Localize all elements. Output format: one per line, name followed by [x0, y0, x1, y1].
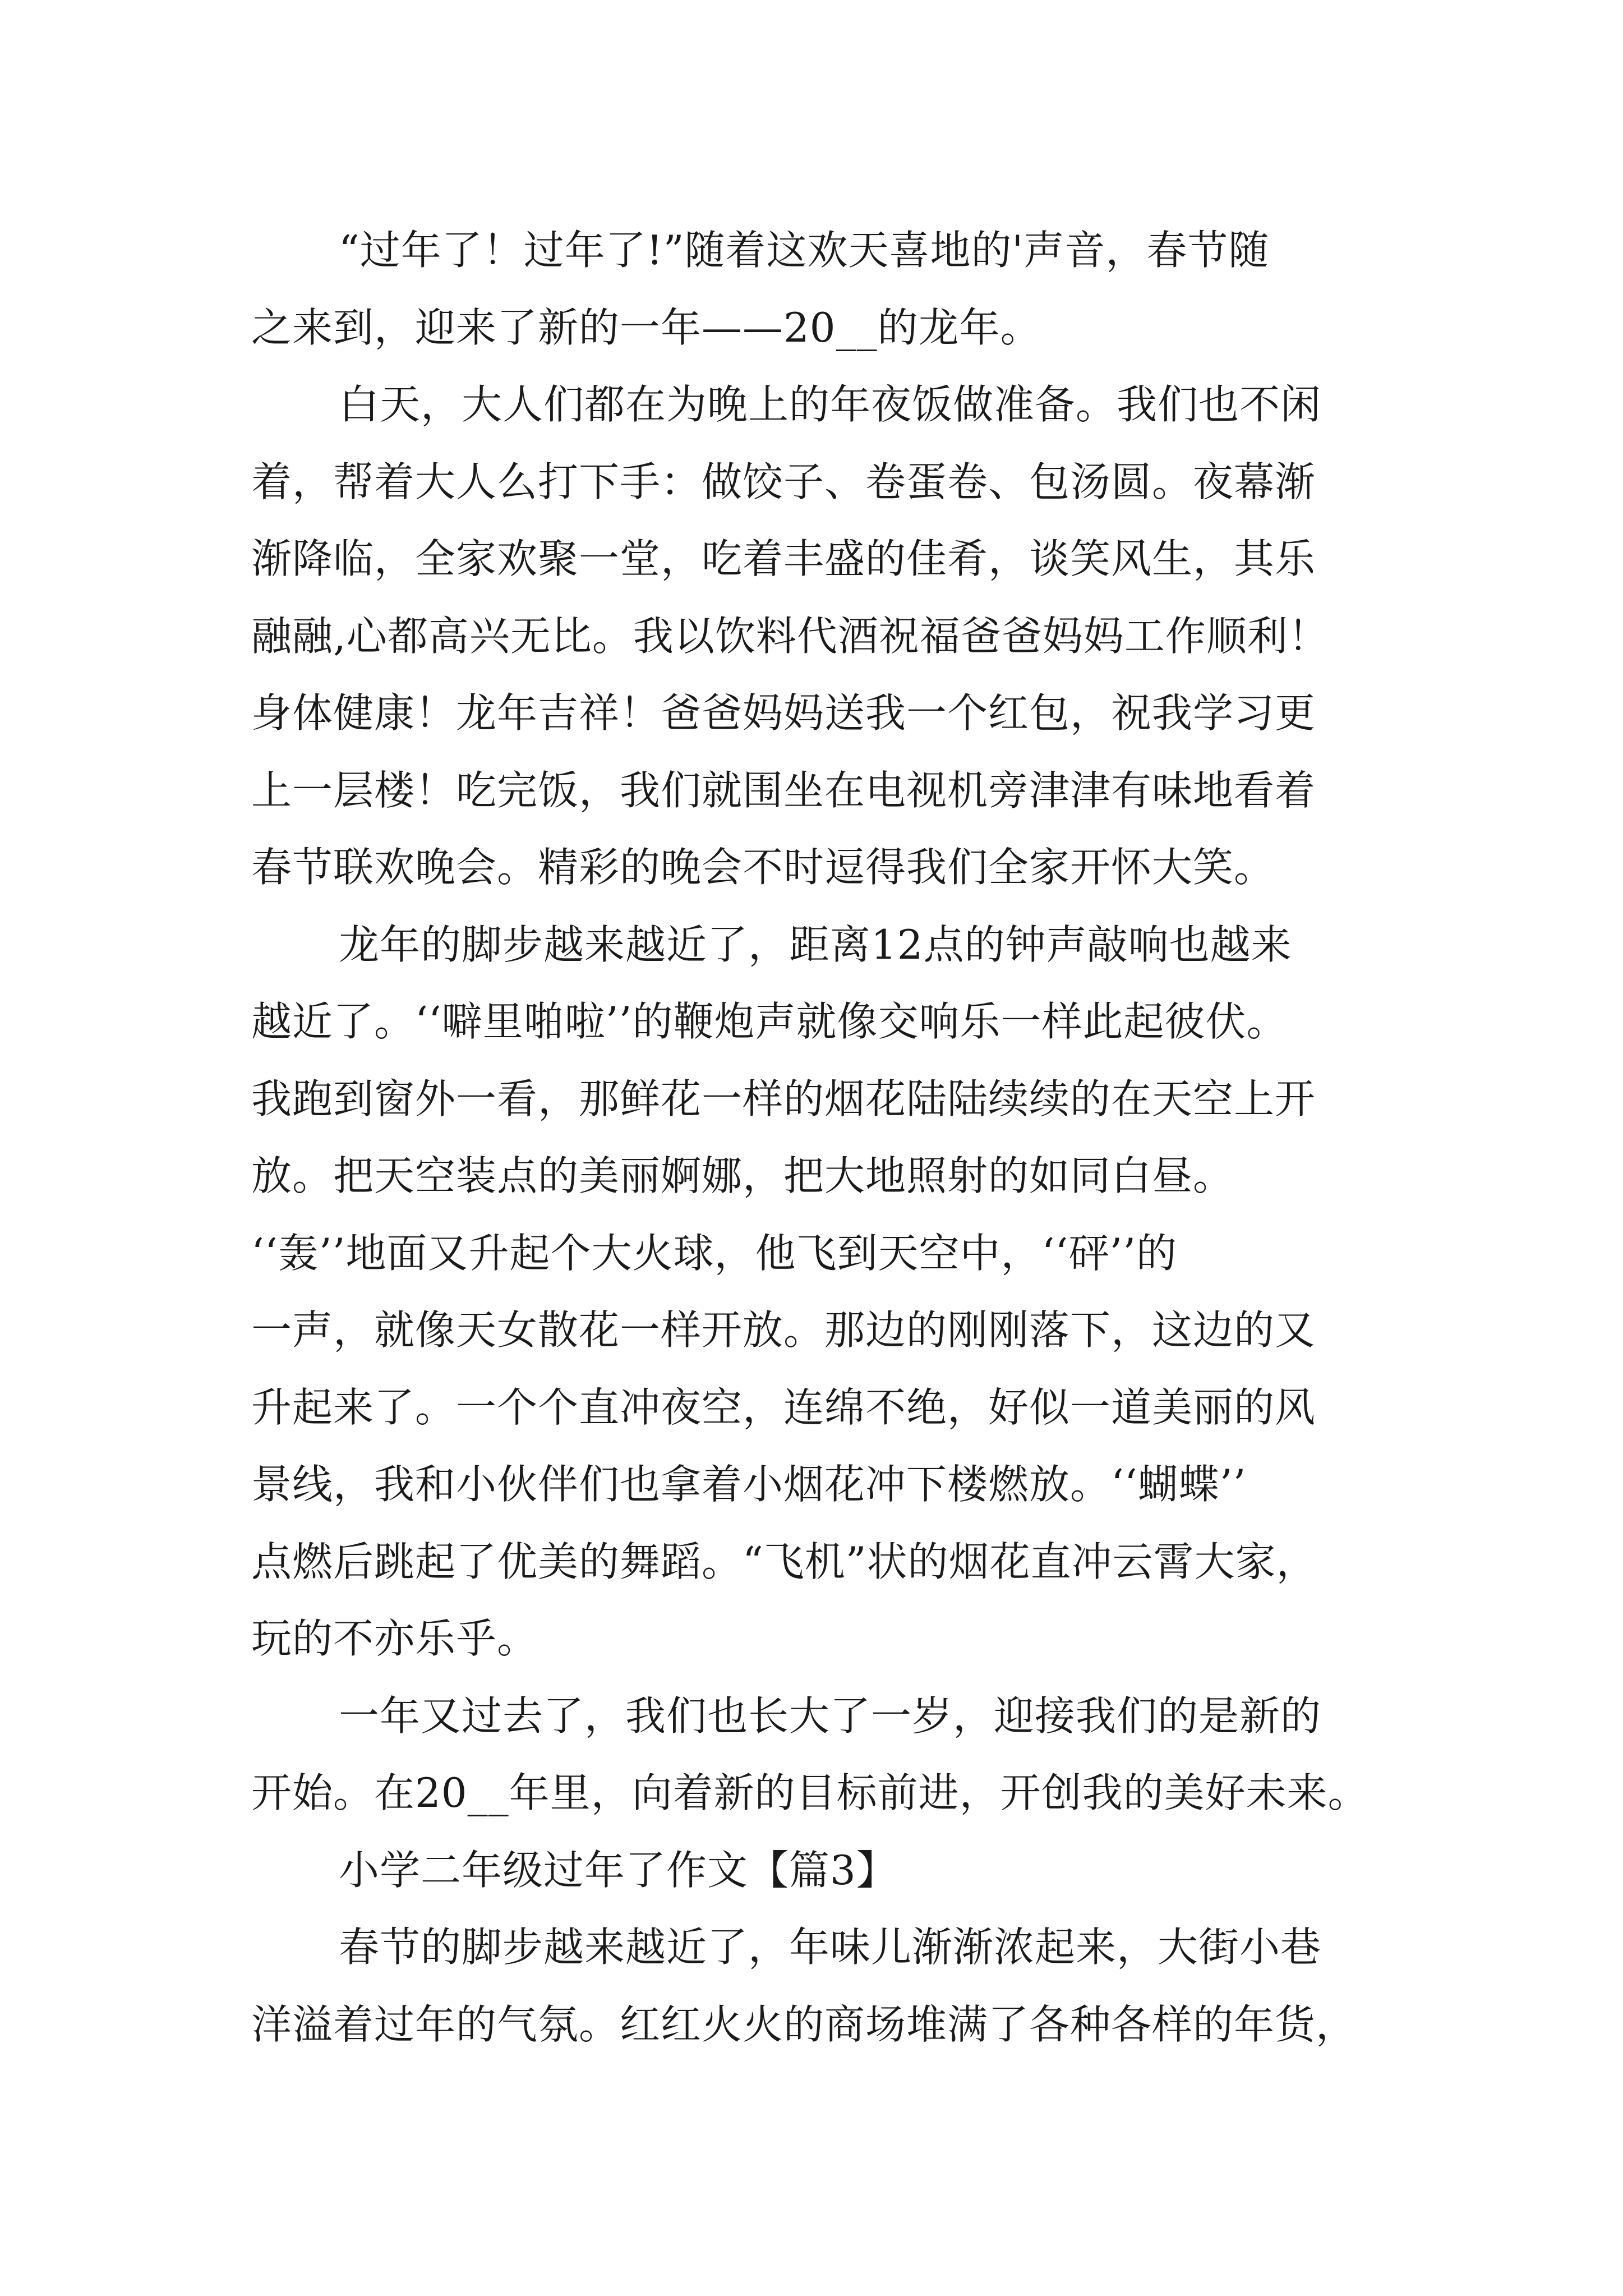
text-line: 着，帮着大人么打下手：做饺子、卷蛋卷、包汤圆。夜幕渐 — [251, 458, 1316, 505]
text-line: ‘‘轰’’地面又升起个大火球，他飞到天空中，‘‘砰’’的 — [251, 1229, 1178, 1277]
essay-body — [251, 212, 1384, 2063]
text-line: 开始。在20__年里，向着新的目标前进，开创我的美好未来。 — [251, 1769, 1369, 1816]
text-line: 白天，大人们都在为晚上的年夜饭做准备。我们也不闲 — [339, 381, 1322, 428]
text-line: 身体健康！龙年吉祥！爸爸妈妈送我一个红包，祝我学习更 — [251, 689, 1316, 737]
text-line: 越近了。‘‘噼里啪啦’’的鞭炮声就像交响乐一样此起彼伏。 — [251, 998, 1288, 1045]
text-line: “过年了！过年了!”随着这欢天喜地的'声音，春节随 — [339, 227, 1270, 274]
text-line: 融融,心都高兴无比。我以饮料代酒祝福爸爸妈妈工作顺利！ — [251, 612, 1329, 660]
text-line: 渐降临，全家欢聚一堂，吃着丰盛的佳肴，谈笑风生，其乐 — [251, 535, 1316, 582]
text-line: 一年又过去了，我们也长大了一岁，迎接我们的是新的 — [339, 1692, 1322, 1740]
text-line: 上一层楼！吃完饭，我们就围坐在电视机旁津津有味地看着 — [251, 766, 1316, 814]
text-line: 玩的不亦乐乎。 — [251, 1615, 538, 1662]
text-line: 龙年的脚步越来越近了，距离12点的钟声敲响也越来 — [339, 921, 1292, 968]
text-line: 景线，我和小伙伴们也拿着小烟花冲下楼燃放。‘‘蝴蝶’’ — [251, 1461, 1247, 1508]
text-line: 放。把天空装点的美丽婀娜，把大地照射的如同白昼。 — [251, 1152, 1234, 1199]
text-line: 洋溢着过年的气氛。红红火火的商场堆满了各种各样的年货， — [251, 2000, 1357, 2048]
text-line: 我跑到窗外一看，那鲜花一样的烟花陆陆续续的在天空上开 — [251, 1075, 1316, 1122]
section-heading: 小学二年级过年了作文【篇3】 — [339, 1846, 897, 1894]
text-line: 点燃后跳起了优美的舞蹈。“飞机”状的烟花直冲云霄大家， — [251, 1538, 1317, 1585]
text-line: 春节联欢晚会。精彩的晚会不时逗得我们全家开怀大笑。 — [251, 844, 1275, 891]
text-line: 一声，就像天女散花一样开放。那边的刚刚落下，这边的又 — [251, 1306, 1316, 1354]
text-line: 升起来了。一个个直冲夜空，连绵不绝，好似一道美丽的风 — [251, 1383, 1316, 1431]
text-line: 之来到，迎来了新的一年——20__的龙年。 — [251, 303, 1041, 351]
text-line: 春节的脚步越来越近了，年味儿渐渐浓起来，大街小巷 — [339, 1924, 1322, 1971]
